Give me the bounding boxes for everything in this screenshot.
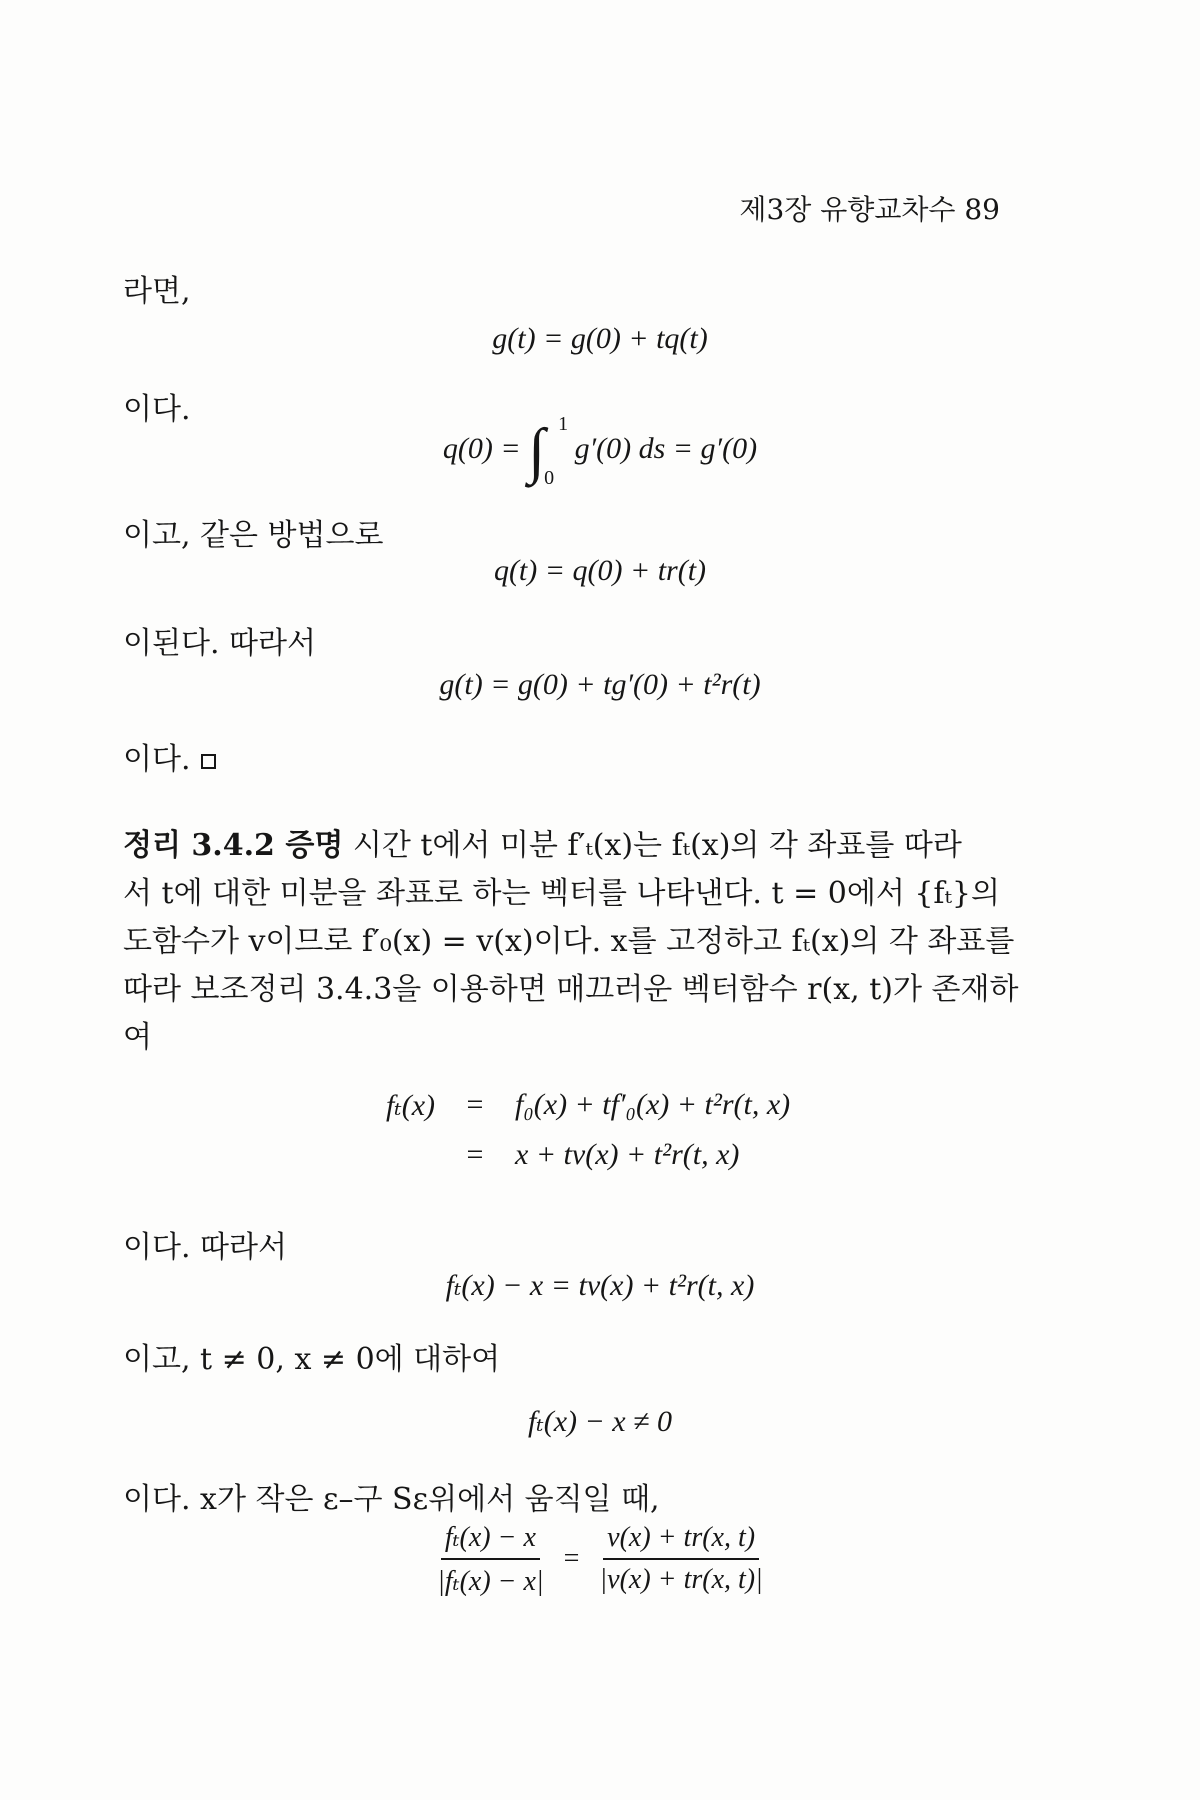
text-line: 이된다. 따라서 — [123, 626, 316, 661]
fraction-equation — [0, 1520, 1200, 1598]
prose-text: 시간 t에서 미분 f′ₜ(x)는 fₜ(x)의 각 좌표를 따라 — [343, 828, 962, 863]
equation: g(t) = g(0) + tq(t) — [492, 322, 708, 355]
prose-line: 서 t에 대한 미분을 좌표로 하는 벡터를 나타낸다. t = 0에서 {fₜ}의 — [123, 876, 1001, 911]
aligned-lhs: fₜ(x) — [385, 1088, 435, 1122]
integral-lower-limit: 0 — [544, 467, 555, 489]
qed-box-icon — [201, 754, 216, 769]
integral-equation — [0, 413, 1200, 489]
proof-paragraph — [123, 822, 1019, 1062]
text-line: 이다. — [123, 392, 191, 427]
prose-line: 여 — [123, 1020, 152, 1055]
proof-heading: 정리 3.4.2 증명 — [123, 828, 344, 863]
fraction-numerator: v(x) + tr(x, t) — [603, 1522, 759, 1560]
integral-upper-limit: 1 — [558, 413, 569, 435]
aligned-equations — [330, 1080, 790, 1180]
text-line: 이다. 따라서 — [123, 1230, 287, 1265]
equation: fₜ(x) − x = tv(x) + t²r(t, x) — [445, 1269, 755, 1302]
text-span: 이다. — [123, 742, 191, 777]
text-line: 이고, t ≠ 0, x ≠ 0에 대하여 — [123, 1342, 501, 1377]
integral-lhs: q(0) = — [442, 431, 521, 465]
aligned-rhs: f₀(x) + tf′₀(x) + t²r(t, x) — [515, 1088, 791, 1121]
prose-line — [123, 822, 1003, 870]
text-line: 라면, — [123, 274, 191, 309]
integral-rhs: g′(0) ds = g′(0) — [574, 431, 758, 465]
fraction-left — [427, 1520, 553, 1598]
fraction-right — [589, 1522, 772, 1596]
text-line — [123, 734, 216, 778]
equation: fₜ(x) − x ≠ 0 — [527, 1405, 673, 1438]
equation: q(t) = q(0) + tr(t) — [493, 554, 707, 587]
aligned-row — [330, 1130, 790, 1180]
aligned-rhs: x + tv(x) + t²r(t, x) — [515, 1138, 740, 1171]
equation: g(t) = g(0) + tg′(0) + t²r(t) — [439, 668, 761, 701]
fraction-equals: = — [563, 1543, 580, 1574]
text-line: 이다. x가 작은 ε–구 Sε위에서 움직일 때, — [123, 1482, 660, 1517]
integral-sign: ∫ 1 0 — [528, 413, 569, 489]
prose-line: 도함수가 v이므로 f′₀(x) = v(x)이다. x를 고정하고 fₜ(x)의 각 좌표를 — [123, 924, 1015, 959]
fraction-denominator: |fₜ(x) − x| — [437, 1566, 544, 1597]
prose-line: 따라 보조정리 3.4.3을 이용하면 매끄러운 벡터함수 r(x, t)가 존재하 — [123, 972, 1019, 1007]
aligned-row — [330, 1080, 790, 1130]
running-head: 제3장 유향교차수 89 — [739, 193, 1000, 226]
aligned-equals: = — [466, 1088, 484, 1121]
fraction-numerator: fₜ(x) − x — [441, 1520, 540, 1560]
fraction-denominator: |v(x) + tr(x, t)| — [599, 1564, 763, 1595]
aligned-equals: = — [466, 1138, 484, 1171]
text-line: 이고, 같은 방법으로 — [123, 518, 384, 553]
